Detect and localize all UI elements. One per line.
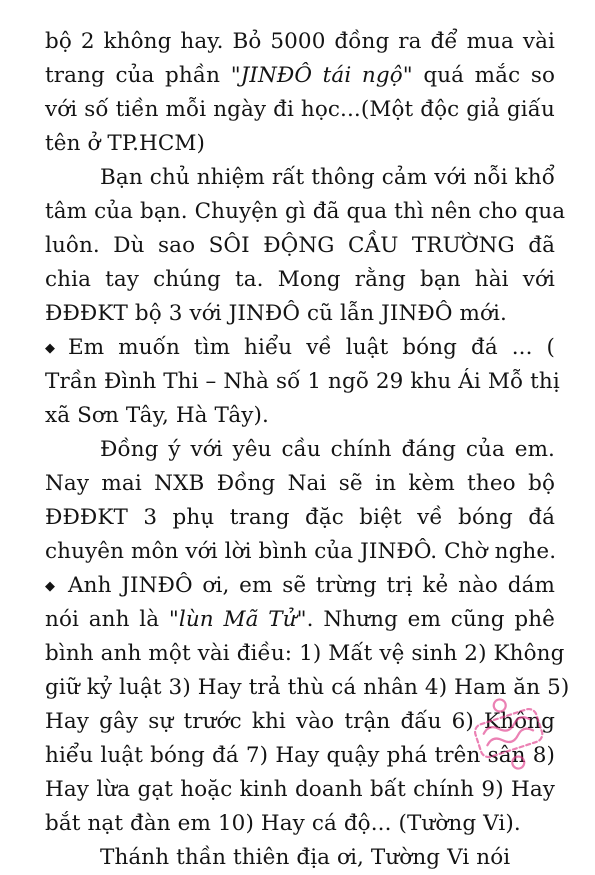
text-line-3: với số tiền mỗi ngày đi học...(Một độc giả giấu (45, 97, 555, 122)
text-line-19: bình anh một vài điều: 1) Mất vệ sinh 2) Không (45, 641, 565, 666)
text-line-18 (45, 603, 555, 637)
text-line-16: chuyên môn với lời bình của JINĐÔ. Chờ nghe. (45, 539, 557, 564)
text-line-7: luôn. Dù sao SÔI ĐỘNG CẦU TRƯỜNG đã (45, 233, 555, 258)
text-line-2 (45, 59, 555, 93)
text-line-6: tâm của bạn. Chuyện gì đã qua thì nên cho qua (45, 199, 566, 224)
text-line-18-end: . Nhưng em cũng phê (306, 607, 555, 632)
text-line-12: xã Sơn Tây, Hà Tây). (45, 403, 269, 428)
text-line-8: chia tay chúng ta. Mong rằng bạn hài với (45, 267, 555, 292)
text-line-23: Hay lừa gạt hoặc kinh doanh bất chính 9) Hay (45, 777, 555, 802)
bullet-diamond-icon: ◆ (45, 341, 55, 356)
comic-scan-watermark-icon (463, 686, 555, 782)
text-line-13: Đồng ý với yêu cầu chính đáng của em. (100, 437, 555, 462)
text-line-2-end: quá mắc so (412, 63, 556, 88)
text-line-21: Hay gây sự trước khi vào trận đấu 6) Không (45, 709, 555, 734)
text-line-24: bắt nạt đàn em 10) Hay cá độ... (Tường Vi). (45, 811, 521, 836)
text-line-11: Trần Đình Thi – Nhà số 1 ngõ 29 khu Ái Mỗ thị (45, 369, 560, 394)
text-line-18-start: nói anh là (45, 607, 169, 632)
text-line-25: Thánh thần thiên địa ơi, Tường Vi nói (100, 845, 511, 870)
text-line-1: bộ 2 không hay. Bỏ 5000 đồng ra để mua vài (45, 29, 555, 54)
text-line-2-start: trang của phần (45, 63, 231, 88)
italic-nickname-lun-ma-tu: "lùn Mã Tử" (168, 607, 307, 632)
text-line-10: Em muốn tìm hiểu về luật bóng đá ... ( (68, 335, 555, 360)
text-line-4: tên ở TP.HCM) (45, 131, 206, 156)
text-line-15: ĐĐĐKT 3 phụ trang đặc biệt về bóng đá (45, 505, 555, 530)
text-line-22: hiểu luật bóng đá 7) Hay quậy phá trên sân 8) (45, 743, 555, 768)
text-line-20: giữ kỷ luật 3) Hay trả thù cá nhân 4) Ham ăn 5) (45, 675, 570, 700)
text-line-14: Nay mai NXB Đồng Nai sẽ in kèm theo bộ (45, 471, 555, 496)
text-line-9: ĐĐĐKT bộ 3 với JINĐÔ cũ lẫn JINĐÔ mới. (45, 301, 507, 326)
text-line-5: Bạn chủ nhiệm rất thông cảm với nỗi khổ (100, 165, 555, 190)
text-line-17: Anh JINĐÔ ơi, em sẽ trừng trị kẻ nào dám (68, 573, 555, 598)
italic-title-jindo-tai-ngo: "JINĐÔ tái ngộ" (230, 63, 413, 88)
bullet-diamond-icon: ◆ (45, 579, 55, 594)
